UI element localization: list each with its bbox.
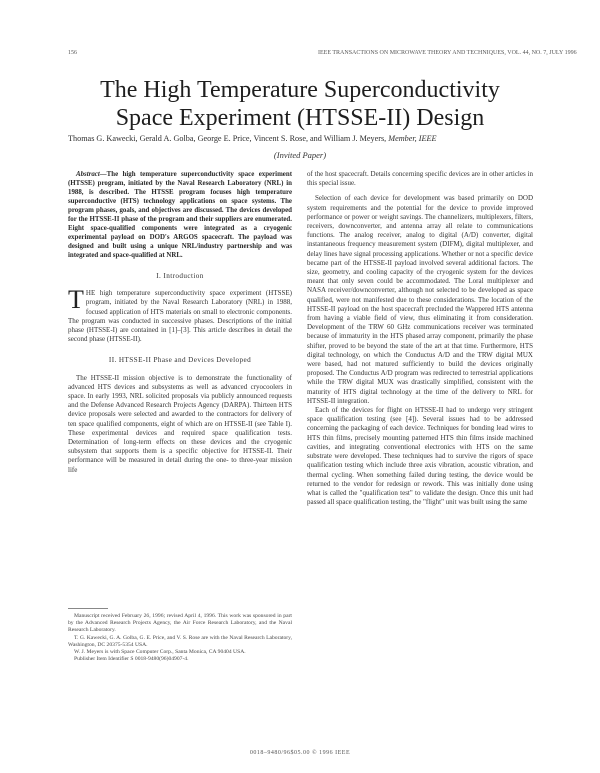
right-paragraph-3: Each of the devices for flight on HTSSE-II had to undergo very stringent space qualification testing (see [4]). Several issues had to be addressed concerning the packaging of each device. Techniques for bonding lead wires to HTS thin films, precisely mounting patterned HTS thin films inside machined cavities, and integrating conventional electronics with HTS on the same substrate were developed. These techniques had to survive the rigors of space qualification testing which include three axis vibration, acoustic vibration, and thermal cycling. When something failed during testing, the device would be returned to the vendor for redesign or rework. This was initially done using what is called the "qualification test" to validate the design. Once this unit had passed all space qualification testing, the "flight" unit was built using the same [307, 406, 533, 507]
footnote-affiliation-nrl: T. G. Kawecki, G. A. Golba, G. E. Price, and V. S. Rose are with the Naval Research Laboratory, Washington, DC 20375-5354 USA. [68, 634, 292, 648]
title-line-2: Space Experiment (HTSSE-II) Design [115, 105, 485, 131]
paper-type-label: (Invited Paper) [273, 150, 327, 160]
right-paragraph-2: Selection of each device for development was based primarily on DOD system requirements and the potential for the device to provide improved performance or power or weight savings. The channelizers, multiplexers, filters, receivers, downconverter, and antenna array all relate to communications functions. The analog receiver, analog to digital (A/D) converter, digital instantaneous frequency measurement system (DIFM), digital multiplexer, and delay lines have signal processing applications. Whether or not a specific device became part of the HTSSE-II payload involved several additional factors. The size, geometry, and cooling capacity of the cryogenic system for the devices meant that only seven could be accommodated. The Loral multiplexer and NASA receiver/downconverter, although not selected to be developed as space qualified, were not manifested due to these considerations. The location of the HTSSE-II payload on the host spacecraft precluded the Wappered HTS antenna from having a viable field of view, thus eliminating it from consideration. Development of the TRW 60 GHz communications receiver was terminated because of immaturity in the HTS phased array component, primarily the phase shifter, proved to be beyond the state of the art at that time. Furthermore, HTS digital technology, on which the Conductus A/D and the TRW digital MUX were based, had not matured sufficiently to build the devices originally proposed. The Conductus A/D program was redirected to terrestrial applications while the TRW digital MUX was drastically simplified, consistent with the maturity of HTS digital technology at the time of the delivery to NRL for HTSSE-II integration. [307, 194, 533, 405]
introduction-paragraph [68, 285, 292, 344]
section-heading-phase: II. HTSSE-II Phase and Devices Developed [108, 356, 252, 365]
abstract-label: Abstract— [76, 171, 107, 178]
abstract [68, 170, 292, 260]
footnotes [68, 613, 292, 663]
left-column [68, 170, 292, 475]
footnote-rule [68, 608, 108, 609]
copyright-identifier: 0018–9480/96$05.00 © 1996 IEEE [249, 750, 351, 756]
abstract-text: The high temperature superconductivity space experiment (HTSSE) program, initiated by the Naval Research Laboratory (NRL) in 1988, is described. The HTSSE program focuses high temperature superconductive (HTS) technology applications on space systems. The program phases, goals, and objectives are discussed. The devices developed for the HTSSE-II phase of the program and their suppliers are enumerated. Eight space-qualified components were integrated as a cryogenic experimental payload on DOD's ARGOS spacecraft. The payload was designed and built using a unique NRL/industry partnership and was integrated and space-qualified at NRL. [68, 171, 292, 259]
right-column [307, 170, 533, 507]
page-number: 156 [68, 50, 77, 56]
footnote-manuscript: Manuscript received February 26, 1996; revised April 4, 1996. This work was sponsored in part by the Advanced Research Projects Agency, the Air Force Research Laboratory, and the Naval Research Laboratory. [68, 613, 292, 634]
title-line-1: The High Temperature Superconductivity [100, 77, 500, 103]
running-header: IEEE TRANSACTIONS ON MICROWAVE THEORY AND TECHNIQUES, VOL. 44, NO. 7, JULY 1996 [318, 50, 577, 56]
introduction-text: HE high temperature superconductivity space experiment (HTSSE) program, initiated by the Naval Research Laboratory (NRL) in 1988, focused application of HTS materials on small to electronic components. The program was conducted in successive phases. Descriptions of the initial phase (HTSSE-I) are contained in [1]–[3]. This article describes in detail the second phase (HTSSE-II). [68, 289, 292, 344]
phase-paragraph: The HTSSE-II mission objective is to demonstrate the functionality of advanced HTS devices and subsystems as well as advanced cryocoolers in space. In early 1993, NRL solicited proposals via publicly announced requests and the Defense Advanced Research Projects Agency (DARPA). Thirteen HTS device proposals were selected and awarded to the contractors for delivery of ten space qualified components, eight of which are on HTSSE-II (see Table I). These experimental devices and required space qualification tests. Determination of long-term effects on these devices and the cryogenic subsystem that supports them is a specific objective for HTSSE-II. Their performance will be measured in detail during the one- to three-year mission life [68, 373, 292, 474]
author-membership: Member, IEEE [388, 134, 437, 143]
footnote-publisher-id: Publisher Item Identifier S 0018-9480(96)04907-4. [74, 656, 189, 663]
footnote-affiliation-scc: W. J. Meyers is with Space Computer Corp., Santa Monica, CA 90404 USA. [74, 649, 246, 656]
paper-title [0, 76, 600, 132]
author-names: Thomas G. Kawecki, Gerald A. Golba, George E. Price, Vincent S. Rose, and William J. Meyers, [68, 134, 387, 143]
author-list [68, 134, 552, 144]
right-paragraph-1: of the host spacecraft. Details concerning specific devices are in other articles in this special issue. [307, 170, 533, 188]
section-heading-introduction: I. Introduction [156, 272, 204, 280]
drop-cap: T [68, 285, 84, 315]
